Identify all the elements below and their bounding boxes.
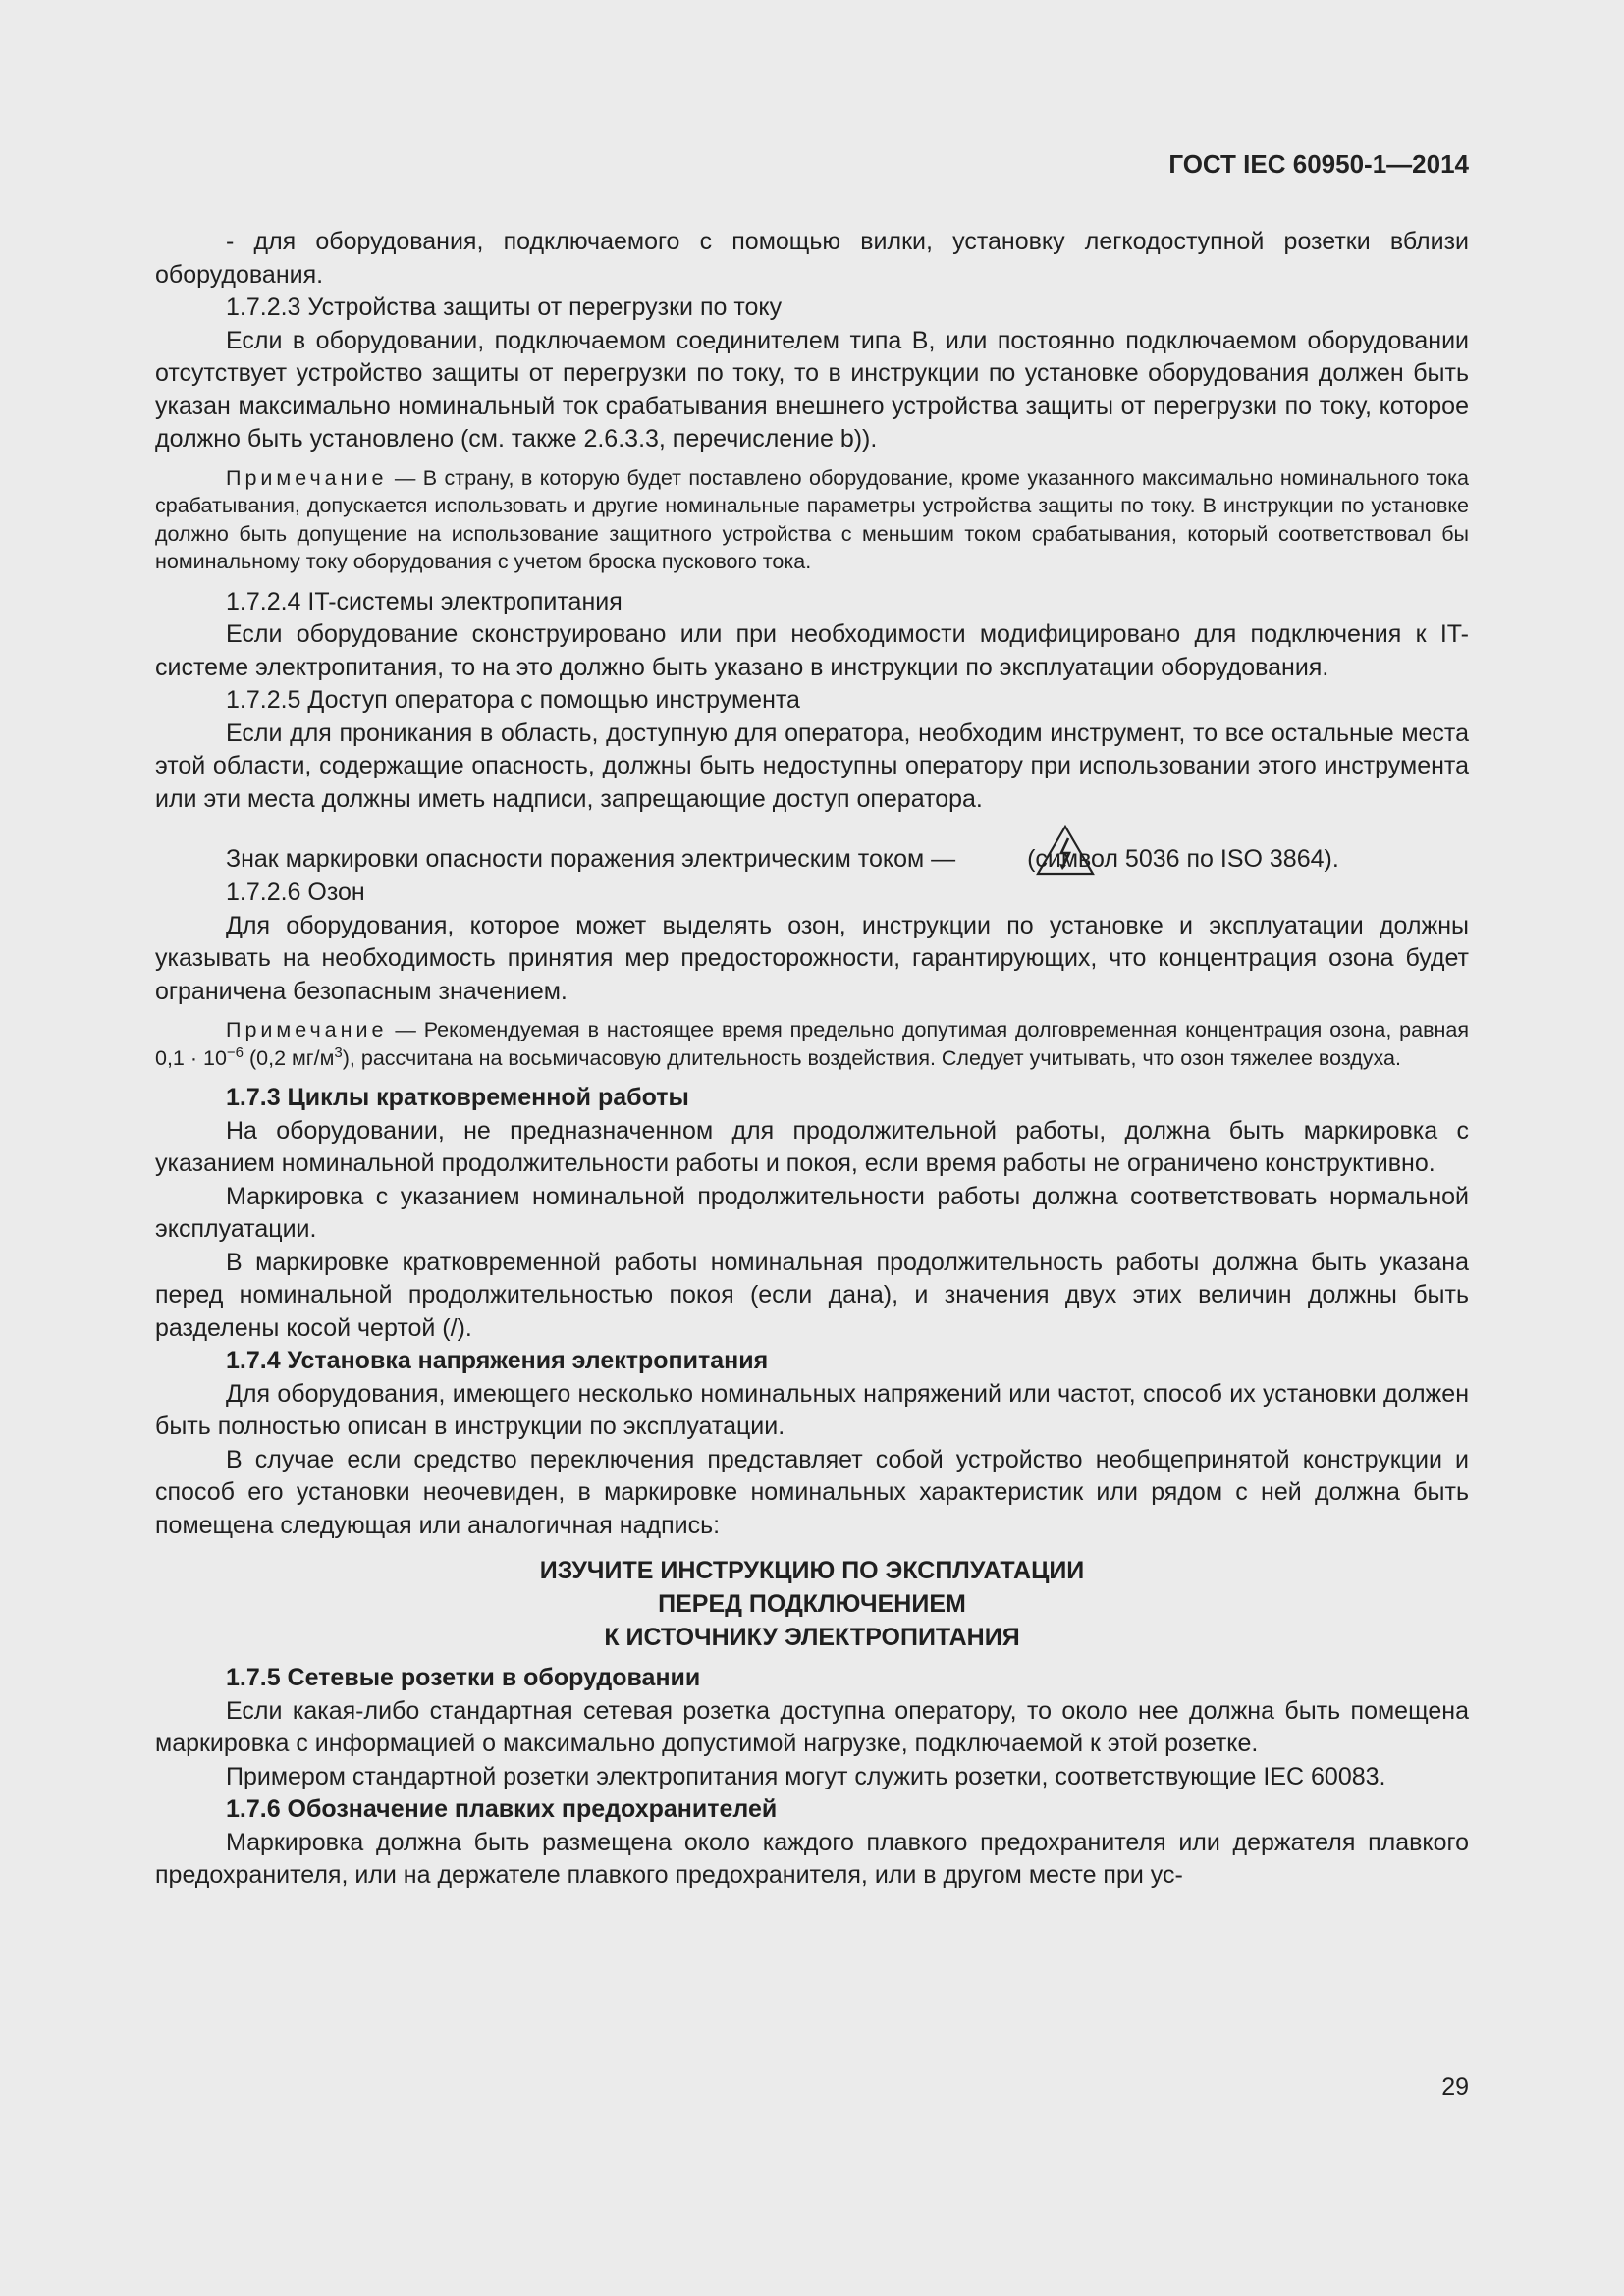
page-number: 29: [1441, 2073, 1469, 2101]
clause-heading-1-7-2-4: 1.7.2.4 IT-системы электропитания: [226, 587, 623, 615]
paragraph: Если оборудование сконструировано или при необходимости модифицировано для подключения к IT-системе электропитания, то на это должно быть указано в инструкции по эксплуатации оборудования.: [155, 620, 1469, 681]
note-text: — В страну, в которую будет поставлено оборудование, кроме указанного максимально номинального тока срабатывания, допускается использовать и другие номинальные параметры устройства защиты по току. В инструкции по установке должно быть допущение на использование защитного устройства с меньшим током срабатывания, который соответствовал бы номинальному току оборудования с учетом броска пускового тока.: [155, 465, 1469, 573]
note-text: ), рассчитана на восьмичасовую длительность воздействия. Следует учитывать, что озон тяжелее воздуха.: [342, 1045, 1401, 1070]
note-label: Примечание: [226, 465, 388, 490]
paragraph: Если в оборудовании, подключаемом соединителем типа В, или постоянно подключаемом оборудовании отсутствует устройство защиты от перегрузки по току, то в инструкции по установке оборудования должен быть указан максимально номинальный ток срабатывания внешнего устройства защиты от перегрузки по току, которое должно быть установлено (см. также 2.6.3.3, перечисление b)).: [155, 326, 1469, 453]
symbol-text-after: (символ 5036 по ISO 3864).: [1027, 845, 1339, 873]
paragraph: Если для проникания в область, доступную для оператора, необходим инструмент, то все остальные места этой области, содержащие опасность, должны быть недоступны оператору при использовании этого инструмента или эти места должны иметь надписи, запрещающие доступ оператора.: [155, 719, 1469, 813]
paragraph: - для оборудования, подключаемого с помощью вилки, установку легкодоступной розетки вблизи оборудования.: [155, 228, 1469, 289]
warning-line-2: ПЕРЕД ПОДКЛЮЧЕНИЕМ: [658, 1590, 966, 1618]
paragraph: На оборудовании, не предназначенном для продолжительной работы, должна быть маркировка с указанием номинальной продолжительности работы и покоя, если время работы не ограничено конструктивно.: [155, 1116, 1469, 1177]
clause-heading-1-7-2-5: 1.7.2.5 Доступ оператора с помощью инструмента: [226, 686, 800, 714]
paragraph: Маркировка должна быть размещена около каждого плавкого предохранителя или держателя плавкого предохранителя, или на держателе плавкого предохранителя, или в другом месте при ус-: [155, 1828, 1469, 1889]
paragraph: Для оборудования, которое может выделять озон, инструкции по установке и эксплуатации должны указывать на необходимость принятия мер предосторожности, гарантирующих, что концентрация озона будет ограничена безопасным значением.: [155, 911, 1469, 1005]
standard-header: ГОСТ IEC 60950-1—2014: [1168, 149, 1469, 179]
superscript: 3: [334, 1043, 343, 1061]
paragraph: Маркировка с указанием номинальной продолжительности работы должна соответствовать нормальной эксплуатации.: [155, 1182, 1469, 1243]
warning-inscription: [155, 1554, 1469, 1654]
superscript: −6: [226, 1043, 244, 1061]
paragraph: Если какая-либо стандартная сетевая розетка доступна оператору, то около нее должна быть помещена маркировка с информацией о максимально допустимой нагрузке, подключаемой к этой розетке.: [155, 1696, 1469, 1757]
symbol-paragraph: [155, 824, 1469, 877]
note: [155, 1016, 1469, 1072]
paragraph: Примером стандартной розетки электропитания могут служить розетки, соответствующие IEC 60083.: [226, 1762, 1386, 1790]
section-heading-1-7-3: 1.7.3 Циклы кратковременной работы: [226, 1084, 689, 1111]
note-text: (0,2 мг/м: [244, 1045, 335, 1070]
paragraph: В маркировке кратковременной работы номинальная продолжительность работы должна быть указана перед номинальной продолжительностью покоя (если дана), и значения двух этих величин должны быть разделены косой чертой (/).: [155, 1248, 1469, 1342]
paragraph: Для оборудования, имеющего несколько номинальных напряжений или частот, способ их установки должен быть полностью описан в инструкции по эксплуатации.: [155, 1379, 1469, 1440]
section-heading-1-7-4: 1.7.4 Установка напряжения электропитания: [226, 1347, 769, 1374]
paragraph: В случае если средство переключения представляет собой устройство необщепринятой конструкции и способ его установки неочевиден, в маркировке номинальных характеристик или рядом с ней должна быть помещена следующая или аналогичная надпись:: [155, 1445, 1469, 1539]
clause-heading-1-7-2-3: 1.7.2.3 Устройства защиты от перегрузки по току: [226, 294, 783, 321]
warning-line-1: ИЗУЧИТЕ ИНСТРУКЦИЮ ПО ЭКСПЛУАТАЦИИ: [539, 1557, 1085, 1584]
electric-shock-warning-triangle-icon: [964, 824, 1025, 877]
section-heading-1-7-6: 1.7.6 Обозначение плавких предохранителей: [226, 1795, 778, 1823]
note: [155, 464, 1469, 576]
document-body: [155, 226, 1469, 1893]
warning-line-3: К ИСТОЧНИКУ ЭЛЕКТРОПИТАНИЯ: [604, 1624, 1020, 1651]
clause-heading-1-7-2-6: 1.7.2.6 Озон: [226, 879, 365, 906]
note-label: Примечание: [226, 1018, 388, 1041]
note-text: — Рекомендуемая в настоящее время предельно допутимая долговременная концентрация озона, равная 0,1 · 10: [155, 1018, 1469, 1070]
symbol-text-before: Знак маркировки опасности поражения электрическим током —: [226, 845, 956, 873]
section-heading-1-7-5: 1.7.5 Сетевые розетки в оборудовании: [226, 1664, 701, 1691]
